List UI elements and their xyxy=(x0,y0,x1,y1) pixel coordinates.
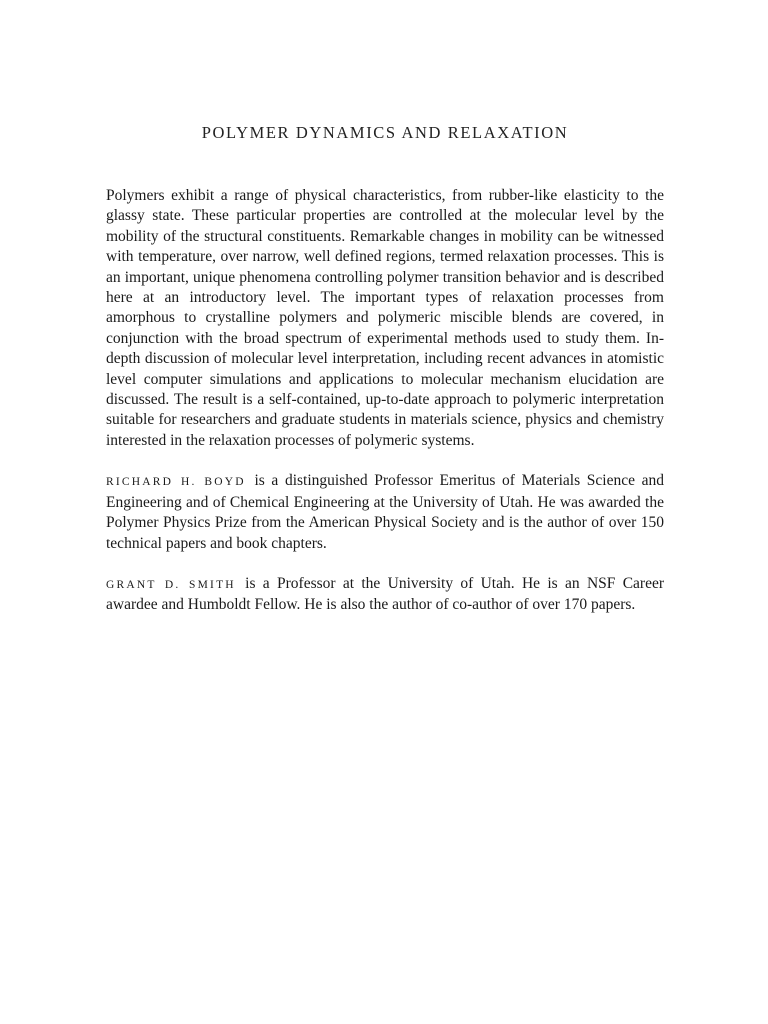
book-title: POLYMER DYNAMICS AND RELAXATION xyxy=(201,123,569,142)
author-bio-text-smith: is a Professor at the University of Utah. He is an NSF Career awardee and Humboldt Fellow. He is also the author of co-author of over 170 papers. xyxy=(106,574,664,614)
author-name-boyd: RICHARD H. BOYD xyxy=(106,476,246,489)
author-bio-text-boyd: is a distinguished Professor Emeritus of Materials Science and Engineering and of Chemical Engineering at the University of Utah. He was awarded the Polymer Physics Prize from the American Physical Society and is the author of over 150 technical papers and book chapters. xyxy=(106,472,664,552)
author-bio-smith xyxy=(106,574,664,616)
author-bio-boyd xyxy=(106,471,664,554)
author-name-smith: GRANT D. SMITH xyxy=(106,578,236,591)
book-page xyxy=(106,0,664,616)
book-description: Polymers exhibit a range of physical characteristics, from rubber-like elasticity to the glassy state. These particular properties are controlled at the molecular level by the mobility of the structural constituents. Remarkable changes in mobility can be witnessed with temperature, over narrow, well defined regions, termed relaxation processes. This is an important, unique phenomena controlling polymer transition behavior and is described here at an introductory level. The important types of relaxation processes from amorphous to crystalline polymers and polymeric miscible blends are covered, in conjunction with the broad spectrum of experimental methods used to study them. In-depth discussion of molecular level interpretation, including recent advances in atomistic level computer simulations and applications to molecular mechanism elucidation are discussed. The result is a self-contained, up-to-date approach to polymeric interpretation suitable for researchers and graduate students in materials science, physics and chemistry interested in the relaxation processes of polymeric systems. xyxy=(106,187,664,449)
